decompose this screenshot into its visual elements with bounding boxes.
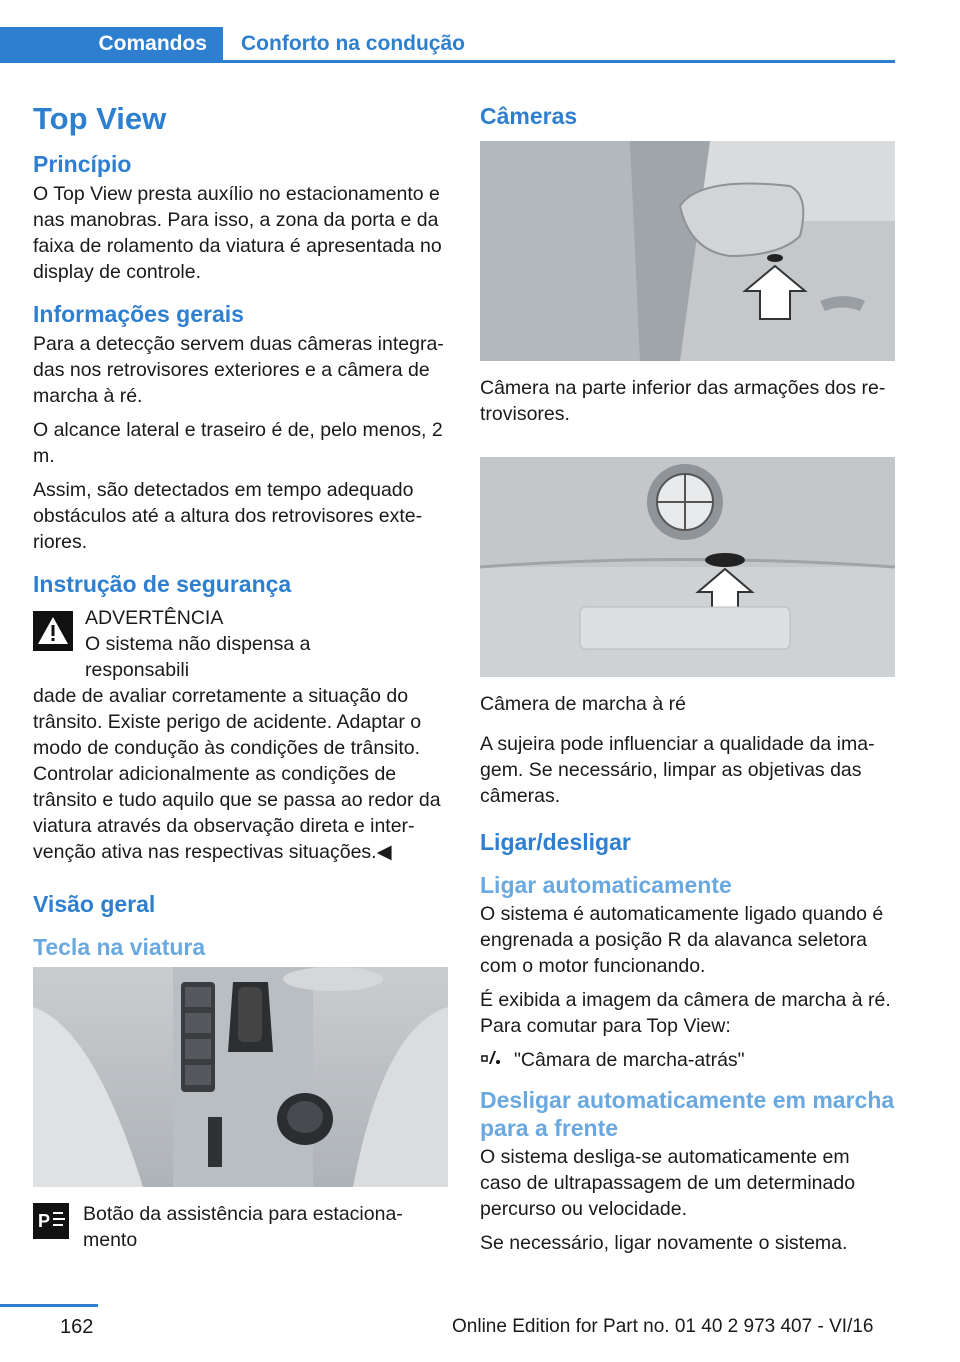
- button-caption-row: [33, 1201, 448, 1253]
- right-column: [480, 95, 896, 1264]
- page-title: Top View: [33, 101, 167, 136]
- principle-heading: Princípio: [33, 151, 132, 177]
- header-divider: [0, 60, 895, 63]
- mirror-camera-caption: Câmera na parte inferior das armações dos retrovisores.: [480, 377, 886, 425]
- menu-item-row[interactable]: [480, 1047, 896, 1074]
- general-info-p2: O alcance lateral e traseiro é de, pelo menos, 2 m.: [33, 419, 443, 467]
- console-photo: [33, 967, 448, 1187]
- warning-text: dade de avaliar corretamente a situação do trânsito. Existe perigo de acidente. Adaptar o modo de condução às condições de trânsito. Controlar adicionalmente as condições de trânsito e tudo aquilo que se passa ao redor da viatura através da observação direta e intervenção ativa nas respectivas situações.◀: [33, 685, 441, 863]
- rear-camera-caption: Câmera de marcha à ré: [480, 693, 686, 715]
- general-info-heading: Informações gerais: [33, 301, 244, 327]
- park-assist-button-icon: [33, 1203, 69, 1239]
- overview-heading: Visão geral: [33, 891, 156, 917]
- auto-on-text-2: É exibida a imagem da câmera de marcha à ré. Para comutar para Top View:: [480, 989, 891, 1037]
- tab-comandos[interactable]: Comandos: [0, 27, 223, 60]
- page-number: 162: [60, 1316, 94, 1338]
- principle-text: O Top View presta auxílio no estacionamento e nas manobras. Para isso, a zona da porta e da faixa de rolamento da viatura é apresentada no display de controle.: [33, 183, 442, 283]
- warning-block: [33, 605, 448, 683]
- left-column: [33, 95, 448, 1253]
- svg-text:P: P: [38, 1211, 51, 1231]
- mirror-camera-photo: [480, 141, 895, 361]
- footer-divider: [0, 1304, 98, 1307]
- general-info-p1: Para a detecção servem duas câmeras integradas nos retrovisores exteriores e a câmera de marcha à ré.: [33, 333, 444, 407]
- warning-text-first: O sistema não dispensa a responsabili: [85, 633, 311, 681]
- rear-camera-menu-label: "Câmara de marcha-atrás": [514, 1049, 745, 1071]
- rear-camera-icon: [480, 1047, 502, 1074]
- safety-heading: Instrução de segurança: [33, 571, 292, 597]
- warning-title: ADVERTÊNCIA: [85, 607, 224, 629]
- button-caption: Botão da assistência para estacionamento: [83, 1203, 403, 1251]
- auto-off-text-2: Se necessário, ligar novamente o sistema.: [480, 1232, 848, 1254]
- edition-text: Online Edition for Part no. 01 40 2 973 407 - VI/16: [452, 1316, 874, 1337]
- auto-off-text-1: O sistema desliga-se automaticamente em caso de ultrapassagem de um determinado percurso ou velocidade.: [480, 1146, 856, 1220]
- on-off-heading: Ligar/desligar: [480, 829, 631, 855]
- warning-triangle-icon: [33, 611, 73, 651]
- general-info-p3: Assim, são detectados em tempo adequado obstáculos até a altura dos retrovisores exteriores.: [33, 479, 423, 553]
- auto-on-heading: Ligar automaticamente: [480, 872, 732, 898]
- button-heading: Tecla na viatura: [33, 934, 206, 960]
- dirt-note: A sujeira pode influenciar a qualidade da imagem. Se necessário, limpar as objetivas das câmeras.: [480, 733, 875, 807]
- auto-on-text-1: O sistema é automaticamente ligado quando é engrenada a posição R da alavanca seletora com o motor funcionando.: [480, 903, 884, 977]
- cameras-heading: Câmeras: [480, 103, 578, 129]
- auto-off-heading: Desligar automaticamente em marcha para a frente: [480, 1087, 895, 1141]
- rear-camera-photo: [480, 457, 895, 677]
- tab-conforto-na-conducao[interactable]: Conforto na condução: [241, 31, 465, 55]
